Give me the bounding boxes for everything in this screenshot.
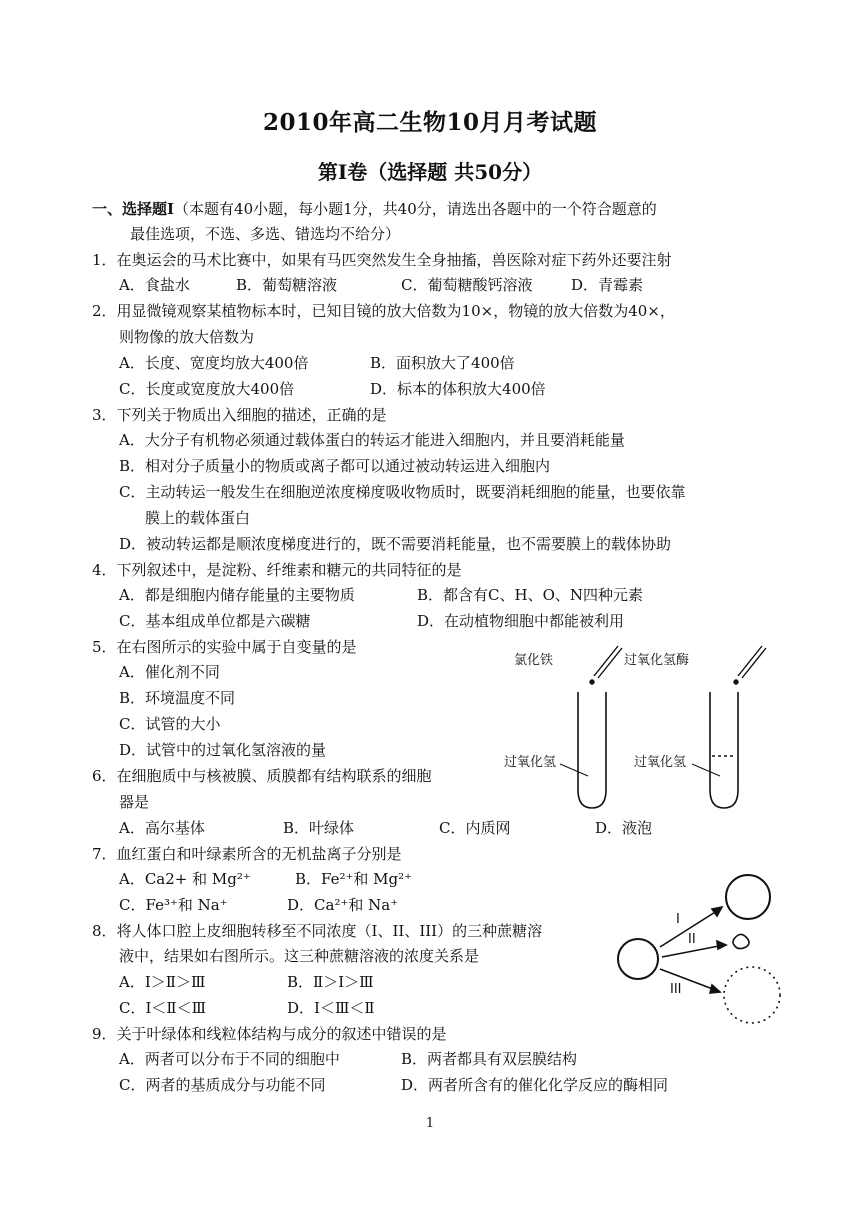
question-9-stem: 9．关于叶绿体和线粒体结构与成分的叙述中错误的是 (92, 1025, 447, 1043)
test-tube-figure (500, 640, 790, 820)
cell-osmosis-figure (612, 865, 792, 1030)
label-ferric-chloride: 氯化铁 (514, 653, 554, 668)
question-3-stem: 3．下列关于物质出入细胞的描述，正确的是 (92, 406, 387, 424)
arrow-label-3: III (670, 982, 682, 997)
question-8-stem-cont: 液中，结果如右图所示。这三种蔗糖溶液的浓度关系是 (119, 947, 480, 965)
q8-option-d: D．Ⅰ＜Ⅲ＜Ⅱ (287, 999, 375, 1017)
label-catalase: 过氧化氢酶 (624, 653, 690, 668)
q3-option-c-cont: 膜上的载体蛋白 (145, 509, 251, 527)
question-5-stem: 5．在右图所示的实验中属于自变量的是 (92, 638, 357, 656)
q7-option-c: C．Fe³⁺和 Na⁺ (119, 896, 228, 914)
question-1-stem: 1．在奥运会的马术比赛中，如果有马匹突然发生全身抽搐，兽医除对症下药外还要注射 (92, 251, 672, 269)
q6-option-c: C．内质网 (439, 819, 511, 837)
q1-option-b: B．葡萄糖溶液 (236, 276, 338, 294)
q3-option-c: C．主动转运一般发生在细胞逆浓度梯度吸收物质时，既要消耗细胞的能量，也要依靠 (119, 483, 686, 501)
q2-option-c: C．长度或宽度放大400倍 (119, 380, 295, 398)
q8-option-a: A．Ⅰ＞Ⅱ＞Ⅲ (119, 973, 206, 991)
question-8-stem: 8．将人体口腔上皮细胞转移至不同浓度（I、II、III）的三种蔗糖溶 (92, 922, 543, 940)
q1-option-c: C．葡萄糖酸钙溶液 (401, 276, 533, 294)
q2-option-a: A．长度、宽度均放大400倍 (119, 354, 309, 372)
swollen-cell-icon (726, 875, 770, 919)
q1-option-a: A．食盐水 (119, 276, 190, 294)
q4-option-d: D．在动植物细胞中都能被利用 (417, 612, 625, 630)
original-cell-icon (618, 939, 658, 979)
question-4-stem: 4．下列叙述中，是淀粉、纤维素和糖元的共同特征的是 (92, 561, 462, 579)
test-tube-right-icon (710, 692, 738, 808)
q8-option-b: B．Ⅱ＞Ⅰ＞Ⅲ (287, 973, 374, 991)
dropper-left-icon (590, 646, 622, 684)
q3-option-a: A．大分子有机物必须通过载体蛋白的转运才能进入细胞内，并且要消耗能量 (119, 431, 625, 449)
section-head-label: 一、选择题Ⅰ (92, 200, 175, 218)
q7-option-d: D．Ca²⁺和 Na⁺ (287, 896, 399, 914)
q4-option-b: B．都含有C、H、O、N四种元素 (417, 586, 644, 604)
q9-option-c: C．两者的基质成分与功能不同 (119, 1076, 326, 1094)
exam-title: 2010年高二生物10月月考试题 (262, 109, 598, 136)
q4-option-a: A．都是细胞内储存能量的主要物质 (119, 586, 355, 604)
test-tube-left-icon (578, 692, 606, 808)
arrow-label-1: I (676, 912, 680, 927)
label-h2o2-left: 过氧化氢 (504, 755, 557, 770)
q5-option-a: A．催化剂不同 (119, 663, 220, 681)
q9-option-d: D．两者所含有的催化化学反应的酶相同 (401, 1076, 669, 1094)
q9-option-a: A．两者可以分布于不同的细胞中 (119, 1050, 340, 1068)
question-7-stem: 7．血红蛋白和叶绿素所含的无机盐离子分别是 (92, 845, 402, 863)
burst-cell-icon (724, 967, 780, 1023)
q3-option-b: B．相对分子质量小的物质或离子都可以通过被动转运进入细胞内 (119, 457, 551, 475)
question-6-stem-cont: 器是 (119, 793, 150, 811)
page-number: 1 (425, 1116, 435, 1131)
q7-option-b: B．Fe²⁺和 Mg²⁺ (295, 870, 413, 888)
q2-option-b: B．面积放大了400倍 (370, 354, 515, 372)
q3-option-d: D．被动转运都是顺浓度梯度进行的，既不需要消耗能量，也不需要膜上的载体协助 (119, 535, 672, 553)
q7-option-a: A．Ca2+ 和 Mg²⁺ (119, 870, 251, 888)
q5-option-c: C．试管的大小 (119, 715, 221, 733)
q5-option-b: B．环境温度不同 (119, 689, 236, 707)
shrunken-cell-icon (733, 934, 749, 948)
section-note: （本题有40小题，每小题1分，共40分，请选出各题中的一个符合题意的 (174, 200, 657, 218)
q9-option-b: B．两者都具有双层膜结构 (401, 1050, 578, 1068)
q1-option-d: D．青霉素 (571, 276, 644, 294)
question-2-stem: 2．用显微镜观察某植物标本时，已知目镜的放大倍数为10×，物镜的放大倍数为40×， (92, 302, 675, 320)
label-h2o2-right: 过氧化氢 (634, 755, 687, 770)
section-note-cont: 最佳选项，不选、多选、错选均不给分） (130, 225, 401, 243)
q2-option-d: D．标本的体积放大400倍 (370, 380, 546, 398)
q6-option-a: A．高尔基体 (119, 819, 205, 837)
q8-option-c: C．Ⅰ＜Ⅱ＜Ⅲ (119, 999, 207, 1017)
dropper-right-icon (734, 646, 766, 684)
q5-option-d: D．试管中的过氧化氢溶液的量 (119, 741, 327, 759)
question-6-stem: 6．在细胞质中与核被膜、质膜都有结构联系的细胞 (92, 767, 432, 785)
exam-subtitle: 第Ⅰ卷（选择题 共50分） (317, 160, 543, 184)
question-2-stem-cont: 则物像的放大倍数为 (119, 328, 255, 346)
q6-option-b: B．叶绿体 (283, 819, 355, 837)
q4-option-c: C．基本组成单位都是六碳糖 (119, 612, 311, 630)
arrow-label-2: II (688, 932, 696, 947)
q6-option-d: D．液泡 (595, 819, 653, 837)
section-heading (92, 199, 657, 219)
